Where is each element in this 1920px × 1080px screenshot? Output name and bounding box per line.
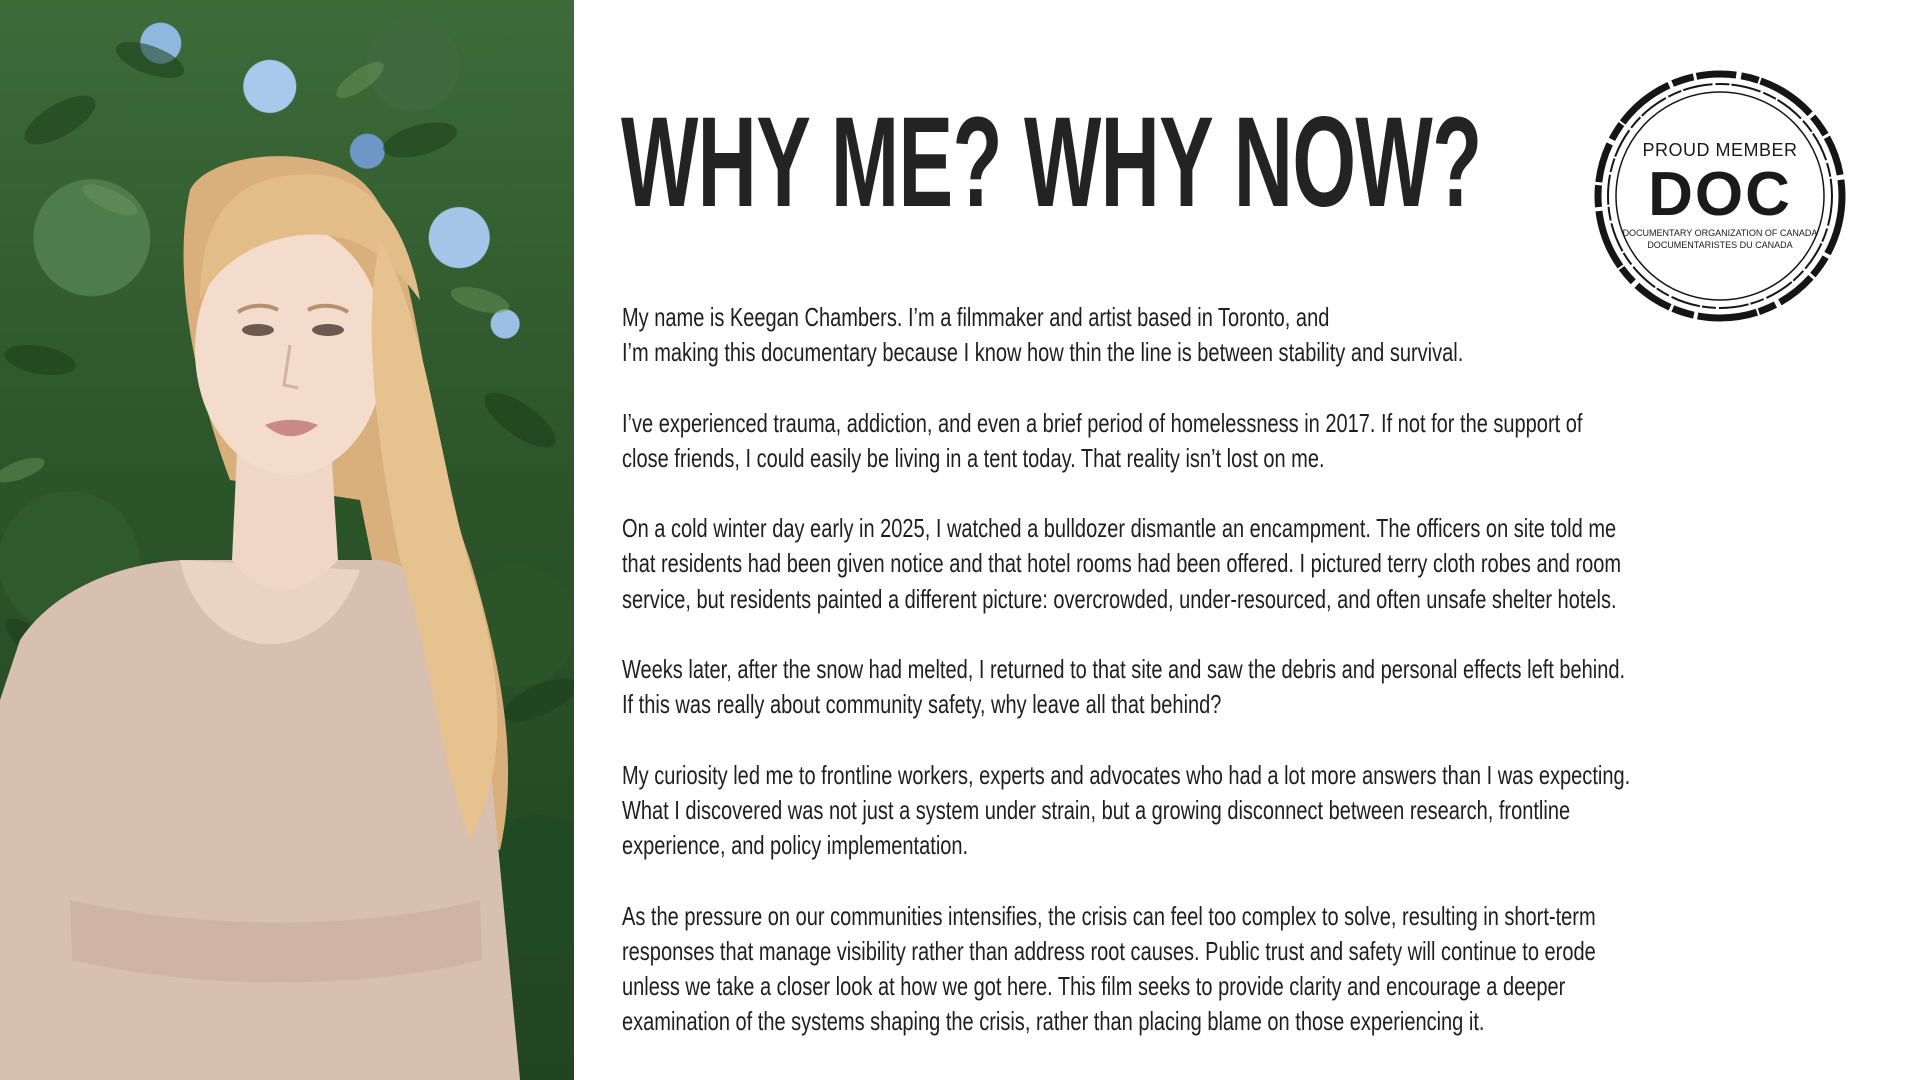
- paragraph: [622, 899, 1920, 1040]
- text-line: Weeks later, after the snow had melted, I returned to that site and saw the debris and personal effects left behind.: [622, 654, 1626, 685]
- doc-member-badge: [1590, 66, 1850, 326]
- paragraph: [622, 406, 1920, 477]
- text-line: experience, and policy implementation.: [622, 830, 969, 861]
- text-line: unless we take a closer look at how we got here. This film seeks to provide clarity and encourage a deeper: [622, 971, 1566, 1002]
- page-title: WHY ME? WHY NOW?: [621, 91, 1482, 234]
- body-copy: [622, 300, 1920, 1075]
- badge-org-french: DOCUMENTARISTES DU CANADA: [1647, 240, 1793, 250]
- text-line: that residents had been given notice and that hotel rooms had been offered. I pictured terry cloth robes and room: [622, 548, 1622, 579]
- text-line: examination of the systems shaping the crisis, rather than placing blame on those experiencing it.: [622, 1006, 1485, 1037]
- badge-top-text: PROUD MEMBER: [1642, 140, 1798, 160]
- paragraph: [622, 511, 1920, 617]
- paragraph: [622, 758, 1920, 864]
- badge-logo-text: DOC: [1648, 160, 1792, 229]
- text-line: I’m making this documentary because I know how thin the line is between stability and survival.: [622, 337, 1464, 368]
- text-line: responses that manage visibility rather than address root causes. Public trust and safety will continue to erode: [622, 935, 1596, 966]
- text-line: As the pressure on our communities intensifies, the crisis can feel too complex to solve, resulting in short-term: [622, 900, 1596, 931]
- text-line: If this was really about community safety, why leave all that behind?: [622, 689, 1222, 720]
- paragraph: [622, 652, 1920, 723]
- text-line: I’ve experienced trauma, addiction, and even a brief period of homelessness in 2017. If not for the support of: [622, 407, 1583, 438]
- text-line: My name is Keegan Chambers. I’m a filmmaker and artist based in Toronto, and: [622, 302, 1330, 332]
- portrait-photo: [0, 0, 574, 1080]
- paragraph: [622, 300, 1920, 371]
- text-line: close friends, I could easily be living in a tent today. That reality isn’t lost on me.: [622, 442, 1325, 473]
- text-line: service, but residents painted a different picture: overcrowded, under-resourced, and often unsafe shelter hotels.: [622, 583, 1617, 614]
- text-line: What I discovered was not just a system under strain, but a growing disconnect between research, frontline: [622, 794, 1571, 825]
- text-line: My curiosity led me to frontline workers, experts and advocates who had a lot more answers than I was expecting.: [622, 759, 1631, 790]
- badge-org-english: DOCUMENTARY ORGANIZATION OF CANADA: [1622, 228, 1818, 238]
- text-line: On a cold winter day early in 2025, I watched a bulldozer dismantle an encampment. The officers on site told me: [622, 513, 1617, 544]
